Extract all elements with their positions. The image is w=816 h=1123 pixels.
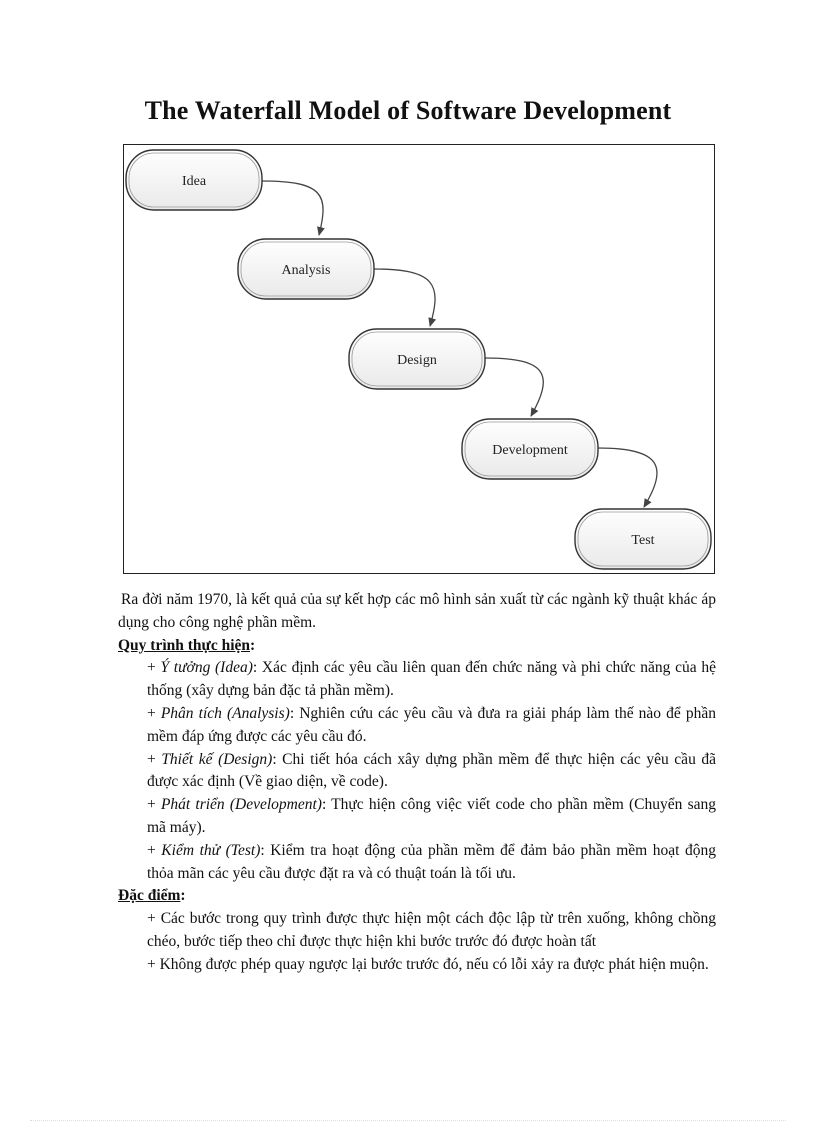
process-item-development: + Phát triển (Development): Thực hiện công việc viết code cho phần mềm (Chuyển sang mã máy). bbox=[147, 796, 717, 836]
process-item-analysis: + Phân tích (Analysis): Nghiên cứu các yêu cầu và đưa ra giải pháp làm thế nào để phần mềm đáp ứng được các yêu cầu đó. bbox=[147, 704, 716, 745]
page-bottom-divider bbox=[30, 1120, 786, 1121]
waterfall-diagram-svg bbox=[124, 145, 714, 573]
arrow-development-to-test bbox=[598, 448, 657, 507]
features-heading: Đặc điểm: bbox=[118, 887, 186, 905]
process-heading: Quy trình thực hiện: bbox=[118, 636, 256, 654]
process-item-design: + Thiết kế (Design): Chi tiết hóa cách xây dựng phần mềm để thực hiện các yêu cầu đã được xác định (Về giao diện, về code). bbox=[147, 750, 717, 791]
intro-paragraph: Ra đời năm 1970, là kết quả của sự kết hợp các mô hình sản xuất từ các ngành kỹ thuật khác áp dụng cho công nghệ phần mềm. bbox=[118, 591, 716, 631]
process-term: Thiết kế (Design) bbox=[161, 750, 273, 768]
step-development bbox=[462, 419, 598, 479]
step-development-label: Development bbox=[492, 443, 568, 458]
features-heading-label: Đặc điểm bbox=[118, 887, 181, 905]
step-test bbox=[575, 509, 711, 569]
process-heading-label: Quy trình thực hiện bbox=[118, 636, 251, 654]
feature-item: + Các bước trong quy trình được thực hiện một cách độc lập từ trên xuống, không chồng chéo, bước tiếp theo chỉ được thực hiện khi bước trước đó được hoàn tất bbox=[147, 910, 716, 950]
step-analysis-label: Analysis bbox=[281, 263, 331, 278]
step-analysis bbox=[238, 239, 374, 299]
arrow-idea-to-analysis bbox=[262, 181, 323, 235]
process-item-test: + Kiểm thử (Test): Kiểm tra hoạt động của phần mềm để đảm bảo phần mềm hoạt động thỏa mãn các yêu cầu được đặt ra và có thuật toán là tối ưu. bbox=[147, 841, 716, 882]
step-test-label: Test bbox=[631, 533, 655, 548]
body-text bbox=[118, 589, 716, 977]
step-idea bbox=[126, 150, 262, 210]
process-term: Phát triển (Development) bbox=[160, 796, 322, 814]
page-title: The Waterfall Model of Software Development bbox=[144, 96, 672, 125]
waterfall-diagram bbox=[123, 144, 715, 574]
arrow-design-to-development bbox=[485, 358, 543, 416]
process-term: Kiểm thử (Test) bbox=[161, 841, 261, 859]
process-term: Ý tưởng (Idea) bbox=[160, 659, 253, 677]
feature-item: + Không được phép quay ngược lại bước trước đó, nếu có lỗi xảy ra được phát hiện muộn. bbox=[147, 955, 709, 973]
step-idea-label: Idea bbox=[181, 174, 207, 189]
arrow-analysis-to-design bbox=[374, 269, 435, 326]
process-item-idea: + Ý tưởng (Idea): Xác định các yêu cầu liên quan đến chức năng và phi chức năng của hệ thống (xây dựng bản đặc tả phần mềm). bbox=[147, 659, 716, 700]
process-term: Phân tích (Analysis) bbox=[160, 704, 290, 722]
step-design bbox=[349, 329, 485, 389]
step-design-label: Design bbox=[397, 353, 437, 368]
